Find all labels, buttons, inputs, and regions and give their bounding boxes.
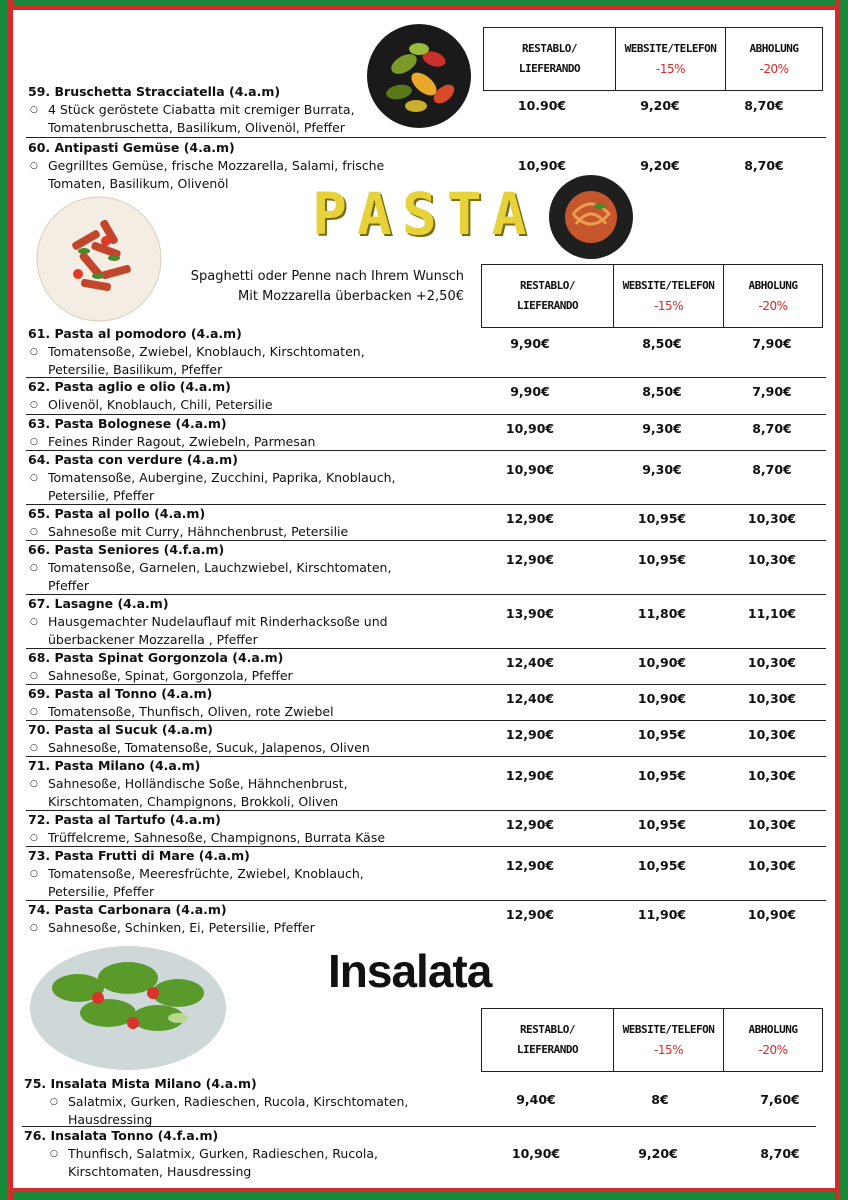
pasta-section-title: PASTA bbox=[312, 180, 537, 248]
divider bbox=[26, 810, 826, 811]
pasta-note-choice: Spaghetti oder Penne nach Ihrem Wunsch bbox=[190, 269, 464, 284]
insalata-section-title: Insalata bbox=[328, 945, 492, 997]
header-col-website: WEBSITE/TELEFON -15% bbox=[614, 265, 724, 327]
header-col-abholung: ABHOLUNG -20% bbox=[748, 279, 798, 313]
salad-bowl-image bbox=[28, 938, 228, 1072]
divider bbox=[26, 504, 826, 505]
divider bbox=[26, 756, 826, 757]
divider bbox=[26, 377, 826, 378]
border-left-red bbox=[8, 0, 13, 1200]
divider bbox=[22, 1126, 816, 1127]
price-header-insalata bbox=[481, 1008, 823, 1072]
divider bbox=[26, 720, 826, 721]
header-col-abholung: ABHOLUNG -20% bbox=[749, 42, 799, 76]
divider bbox=[26, 137, 826, 138]
border-bottom-red bbox=[0, 1188, 848, 1192]
penne-pasta-image bbox=[36, 196, 162, 322]
price-header-antipasti bbox=[483, 27, 823, 91]
header-col-restablo: RESTABLO/ LIEFERANDO bbox=[482, 1009, 614, 1071]
header-col-website: WEBSITE/TELEFON -15% bbox=[614, 1009, 724, 1071]
divider bbox=[26, 594, 826, 595]
border-right-green bbox=[840, 0, 848, 1200]
border-right-red bbox=[835, 0, 840, 1200]
header-col-restablo: RESTABLO/ LIEFERANDO bbox=[482, 265, 614, 327]
spaghetti-image bbox=[548, 174, 634, 260]
divider bbox=[26, 846, 826, 847]
border-left-green bbox=[0, 0, 8, 1200]
divider bbox=[26, 540, 826, 541]
divider bbox=[26, 648, 826, 649]
header-col-restablo: RESTABLO/ LIEFERANDO bbox=[484, 28, 616, 90]
header-col-abholung: ABHOLUNG -20% bbox=[748, 1023, 798, 1057]
price-header-pasta bbox=[481, 264, 823, 328]
divider bbox=[26, 414, 826, 415]
divider bbox=[26, 684, 826, 685]
header-col-website: WEBSITE/TELEFON -15% bbox=[616, 28, 726, 90]
pasta-note-mozzarella: Mit Mozzarella überbacken +2,50€ bbox=[238, 289, 464, 304]
border-top-red bbox=[0, 6, 848, 10]
divider bbox=[26, 900, 826, 901]
border-bottom-green bbox=[0, 1192, 848, 1200]
divider bbox=[26, 450, 826, 451]
